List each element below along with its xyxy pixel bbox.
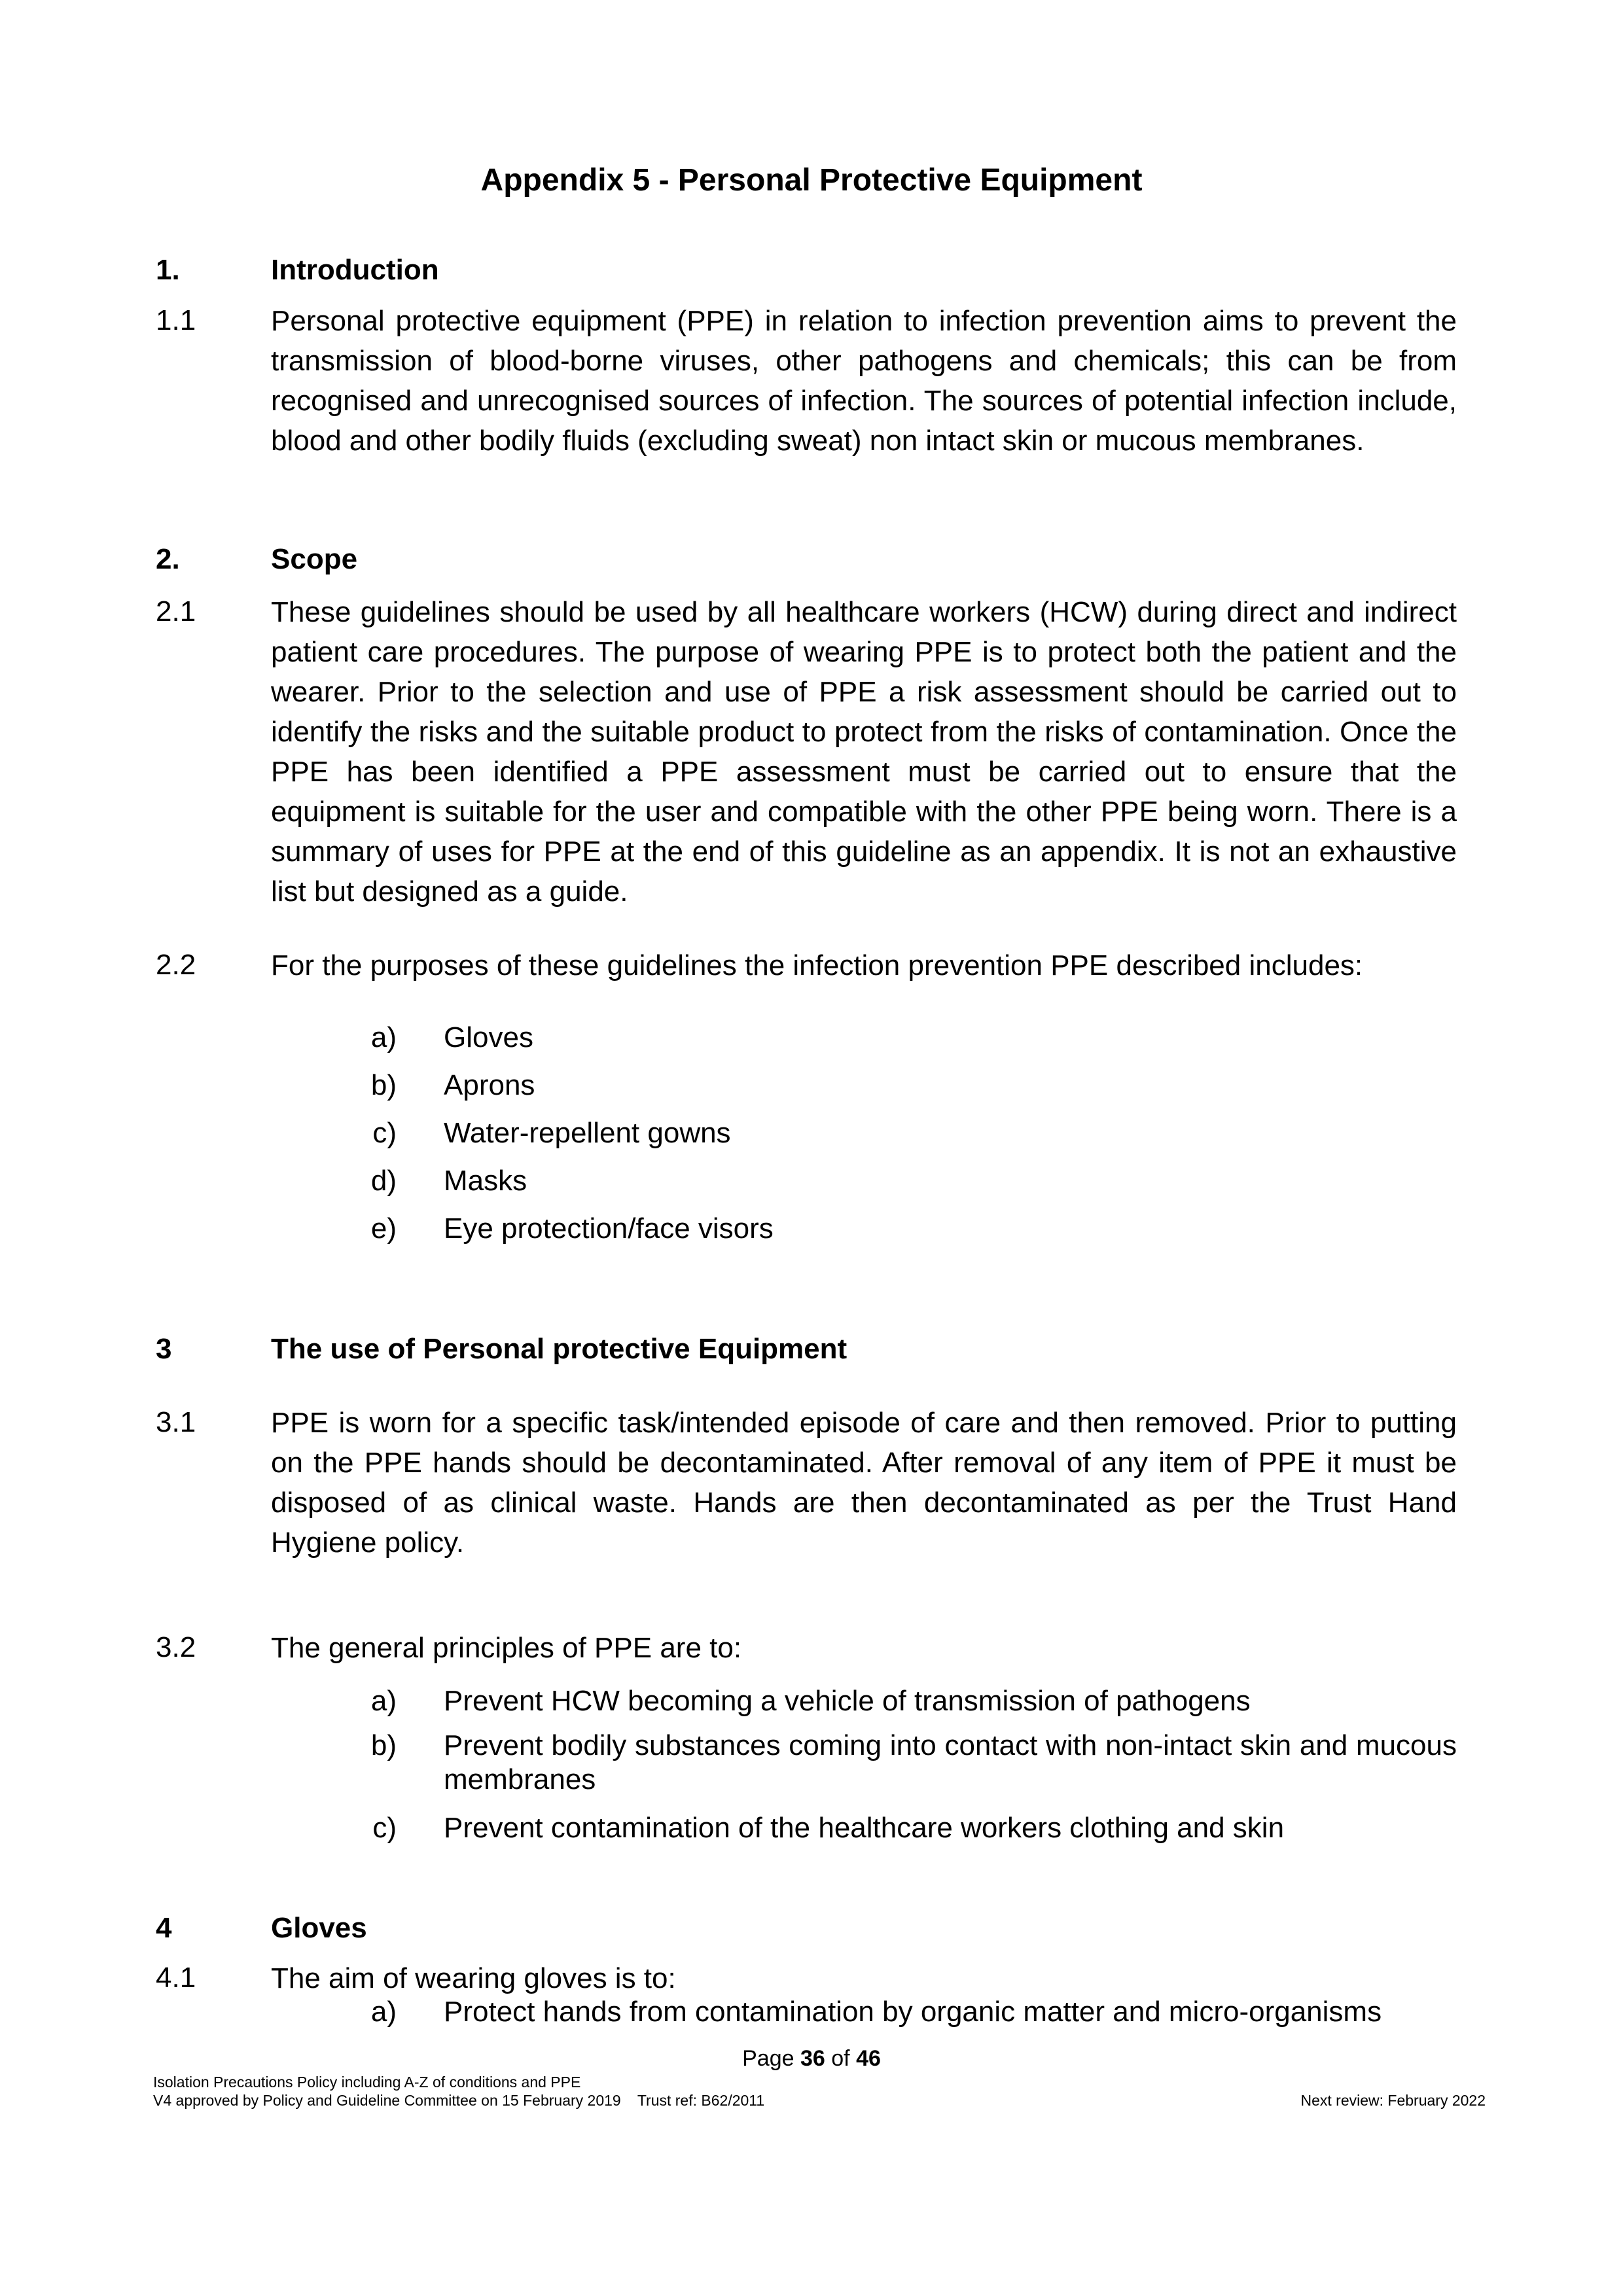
list-item-label: b) xyxy=(370,1729,397,1761)
list-item-label: b) xyxy=(370,1069,397,1101)
list-item-label: a) xyxy=(370,1685,397,1717)
list-item-label: a) xyxy=(370,1021,397,1053)
paragraph-2-2-number: 2.2 xyxy=(156,949,196,981)
paragraph-3-2-text: The general principles of PPE are to: xyxy=(271,1632,742,1664)
paragraph-1-1-number: 1.1 xyxy=(156,304,196,336)
section-4-number: 4 xyxy=(156,1912,172,1944)
section-1-heading: Introduction xyxy=(271,254,439,286)
list-item-label: d) xyxy=(370,1165,397,1197)
paragraph-3-1-text: PPE is worn for a specific task/intended episode of care and then removed. Prior to putting on the PPE hands should be decontaminated. After removal of any item of PPE it must be disposed of as clinical waste. Hands are then decontaminated as per the Trust Hand Hygiene policy. xyxy=(271,1407,1457,1559)
page-title: Appendix 5 - Personal Protective Equipment xyxy=(480,163,1143,198)
paragraph-2-1-text: These guidelines should be used by all healthcare workers (HCW) during direct and indirect patient care procedures. The purpose of wearing PPE is to protect both the patient and the wearer. Prior to the selection and use of PPE a risk assessment should be carried out to identify the risks and the suitable product to protect from the risks of contamination. Once the PPE has been identified a PPE assessment must be carried out to ensure that the equipment is suitable for the user and compatible with the other PPE being worn. There is a summary of uses for PPE at the end of this guideline as an appendix. It is not an exhaustive list but designed as a guide. xyxy=(271,596,1457,908)
paragraph-2-2-text: For the purposes of these guidelines the infection prevention PPE described includes: xyxy=(271,949,1363,981)
paragraph-4-1-number: 4.1 xyxy=(156,1962,196,1994)
section-1-number: 1. xyxy=(156,254,180,286)
list-item-label: a) xyxy=(370,1996,397,2028)
section-2-heading: Scope xyxy=(271,543,358,575)
list-item: Aprons xyxy=(444,1069,535,1101)
footer-policy-title: Isolation Precautions Policy including A-Z of conditions and PPE xyxy=(153,2074,581,2091)
list-item: Prevent bodily substances coming into contact with non-intact skin and mucous membranes xyxy=(444,1729,1457,1795)
list-item-label: c) xyxy=(372,1117,397,1149)
page-prefix: Page xyxy=(742,2046,794,2071)
footer-approval: V4 approved by Policy and Guideline Committee on 15 February 2019 Trust ref: B62/2011 xyxy=(153,2092,765,2109)
paragraph-2-1-number: 2.1 xyxy=(156,595,196,627)
section-4-heading: Gloves xyxy=(271,1912,367,1944)
list-item: Protect hands from contamination by organic matter and micro-organisms xyxy=(444,1996,1382,2028)
page-current: 36 xyxy=(800,2046,825,2071)
paragraph-1-1-text: Personal protective equipment (PPE) in relation to infection prevention aims to prevent the transmission of blood-borne viruses, other pathogens and chemicals; this can be from recognised and unrecognised sources of infection. The sources of potential infection include, blood and other bodily fluids (excluding sweat) non intact skin or mucous membranes. xyxy=(271,305,1457,457)
footer-next-review: Next review: February 2022 xyxy=(1300,2092,1486,2109)
list-item: Water-repellent gowns xyxy=(444,1117,731,1149)
list-item: Masks xyxy=(444,1165,527,1197)
list-item-label: c) xyxy=(372,1812,397,1844)
page-total: 46 xyxy=(856,2046,881,2071)
paragraph-3-2-number: 3.2 xyxy=(156,1631,196,1663)
list-item: Eye protection/face visors xyxy=(444,1212,774,1245)
paragraph-4-1-text: The aim of wearing gloves is to: xyxy=(271,1962,676,1994)
list-item: Prevent contamination of the healthcare workers clothing and skin xyxy=(444,1812,1285,1844)
list-item: Prevent HCW becoming a vehicle of transmission of pathogens xyxy=(444,1685,1251,1717)
section-2-number: 2. xyxy=(156,543,180,575)
section-3-number: 3 xyxy=(156,1333,172,1365)
paragraph-3-1-number: 3.1 xyxy=(156,1406,196,1438)
page-number xyxy=(0,2045,1623,2072)
list-item: Gloves xyxy=(444,1021,533,1053)
page-of: of xyxy=(831,2046,850,2071)
section-3-heading: The use of Personal protective Equipment xyxy=(271,1333,847,1365)
list-item-label: e) xyxy=(370,1212,397,1245)
